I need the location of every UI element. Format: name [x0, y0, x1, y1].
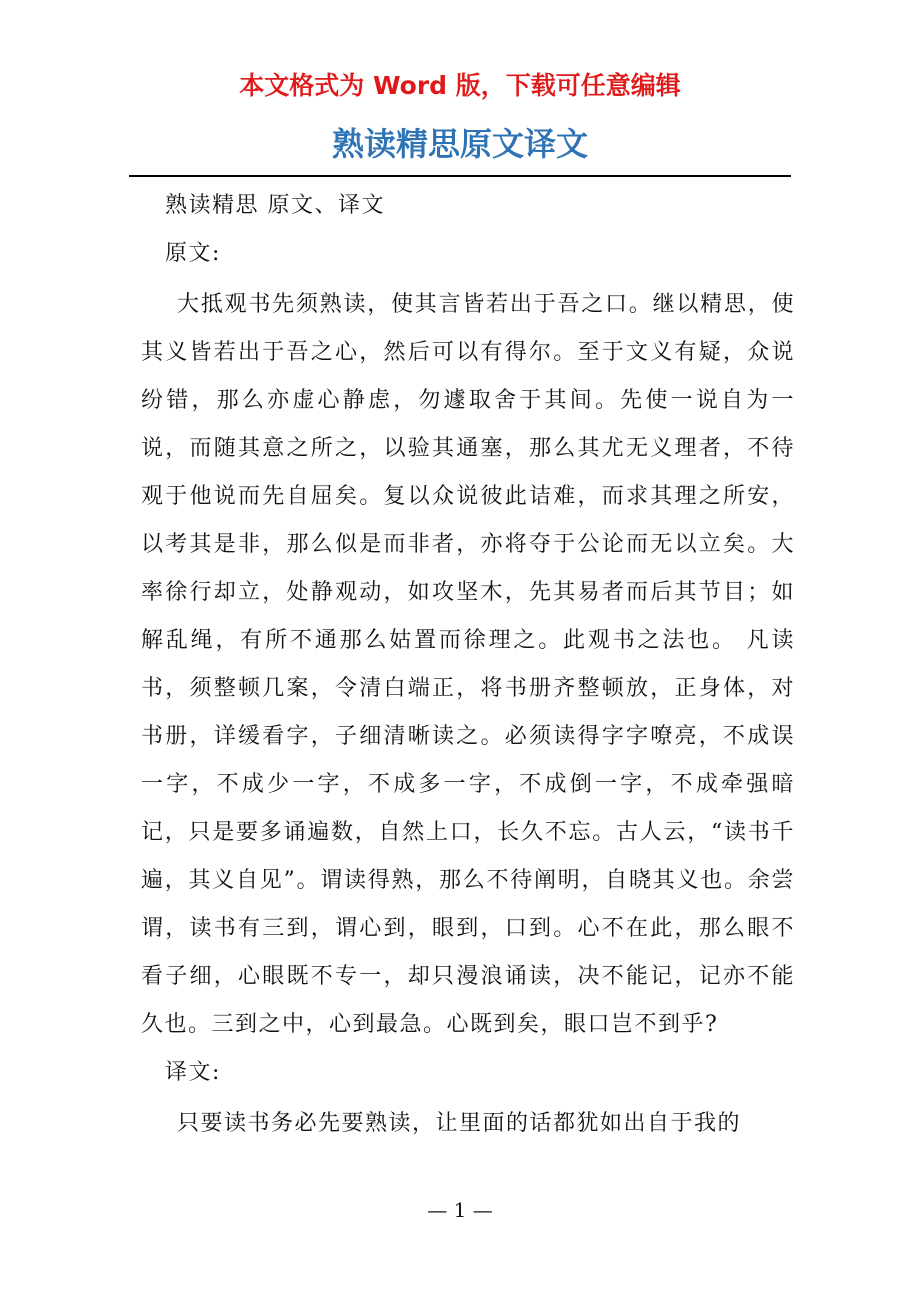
title-divider: [129, 175, 791, 177]
translation-text: 只要读书务必先要熟读，让里面的话都犹如出自于我的: [177, 1111, 742, 1136]
format-notice: 本文格式为 Word 版，下载可任意编辑: [239, 71, 681, 100]
document-subtitle: 熟读精思 原文、译文: [165, 193, 385, 218]
document-body: [141, 182, 795, 1148]
original-text: 大抵观书先须熟读，使其言皆若出于吾之口。继以精思，使其义皆若出于吾之心，然后可以有得尔。至于文义有疑，众说纷错，那么亦虚心静虑，勿遽取舍于其间。先使一说自为一说，而随其意之所之，以验其通塞，那么其尤无义理者，不待观于他说而先自屈矣。复以众说彼此诘难，而求其理之所安，以考其是非，那么似是而非者，亦将夺于公论而无以立矣。大率徐行却立，处静观动，如攻坚木，先其易者而后其节目；如解乱绳，有所不通那么姑置而徐理之。此观书之法也。 凡读书，须整顿几案，令清白端正，将书册齐整顿放，正身体，对书册，详缓看字，子细清晰读之。必须读得字字嘹亮，不成误一字，不成少一字，不成多一字，不成倒一字，不成牵强暗记，只是要多诵遍数，自然上口，长久不忘。古人云，“读书千遍，其义自见”。谓读得熟，那么不待阐明，自晓其义也。余尝谓，读书有三到，谓心到，眼到，口到。心不在此，那么眼不看子细，心眼既不专一，却只漫浪诵读，决不能记，记亦不能久也。三到之中，心到最急。心既到矣，眼口岂不到乎?: [141, 292, 795, 1037]
document-title: 熟读精思原文译文: [331, 125, 588, 163]
original-label: 原文:: [165, 241, 221, 266]
page-number: — 1 —: [427, 1198, 493, 1222]
translation-label: 译文:: [165, 1060, 221, 1085]
